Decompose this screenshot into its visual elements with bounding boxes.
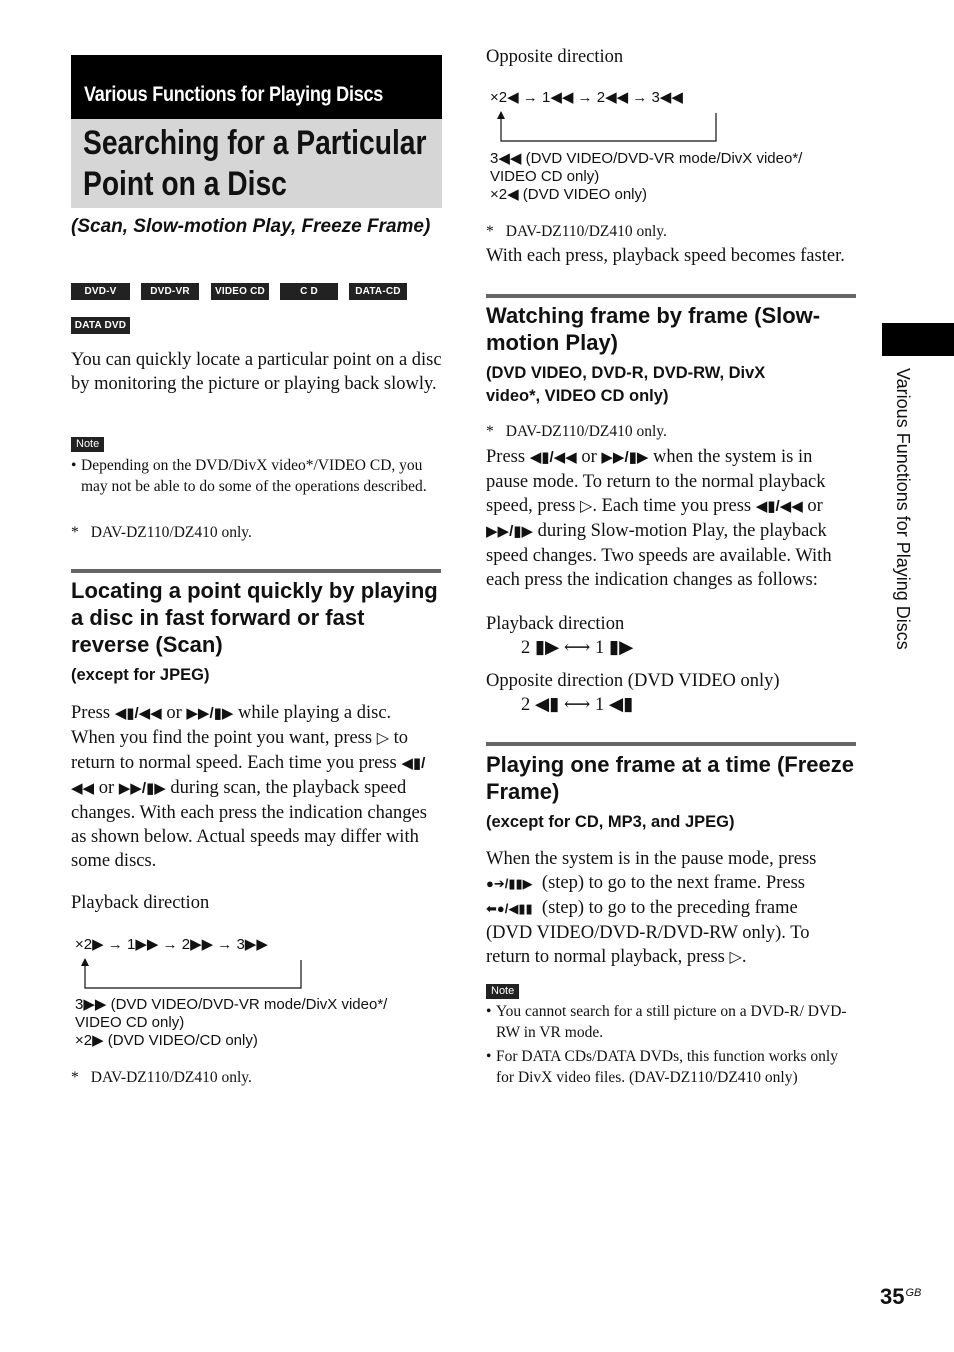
scan-text: Press [71, 703, 111, 723]
slow-text-6: during Slow-motion Play, the playback [537, 521, 827, 541]
play-icon-3: ▷ [729, 949, 742, 966]
play-icon-2: ▷ [580, 498, 593, 515]
opposite-sequence: ×2◀ → 1◀◀ → 2◀◀ → 3◀◀ [490, 89, 683, 106]
footnote-2: * DAV-DZ110/DZ410 only. [71, 1069, 252, 1086]
slow-paragraph [486, 445, 858, 592]
footnote-2-text: DAV-DZ110/DZ410 only. [90, 1069, 252, 1086]
side-tab-label [892, 368, 920, 728]
forward-slow-icon-4: ▶▶/▮▶ [486, 523, 534, 540]
step-forward-icon: ●➔/▮▮▶ [486, 876, 533, 891]
slow-playback-seq: 2 ▮▶ ⟷ 1 ▮▶ [521, 638, 634, 658]
slow-or-2: or [807, 496, 823, 516]
section-title: Various Functions for Playing Discs [84, 83, 384, 106]
freeze-text-1: When the system is in the pause mode, press [486, 849, 817, 869]
scan-paragraph: Press ◀▮/◀◀ or ▶▶/▮▶ while playing a disc. When you find the point you want, press ▷ to return to normal speed. Each time you press ◀▮/ ◀◀ or ▶▶/▮▶ during scan, the playback speed changes. With each press the indication changes as shown below. Actual speeds may differ with some discs. [71, 703, 427, 871]
slow-playback-label: Playback direction [486, 614, 625, 634]
loop-arrow-diagram-2 [494, 109, 720, 145]
badge-dvd-v: DVD-V [71, 283, 130, 300]
slow-text: Press [486, 447, 526, 467]
slow-text-5: . Each time you press [592, 496, 752, 516]
slow-opposite-label: Opposite direction (DVD VIDEO only) [486, 671, 780, 691]
slow-or: or [581, 447, 597, 467]
loop-arrow-diagram [78, 956, 304, 992]
playback-note-2: VIDEO CD only) [75, 1014, 185, 1031]
forward-slow-icon: ▶▶/▮▶ [186, 705, 234, 722]
slow-text-3: pause mode. To return to the normal playback [486, 472, 826, 492]
slow-subheading-2: video*, VIDEO CD only) [486, 387, 669, 405]
badge-video-cd: VIDEO CD [211, 283, 269, 300]
rewind-slow-icon-3: ◀▮/◀◀ [529, 449, 577, 466]
badge-dvd-vr: DVD-VR [141, 283, 199, 300]
note-bullet-3-text: For DATA CDs/DATA DVDs, this function works only for DivX video files. (DAV-DZ110/DZ410 only) [496, 1048, 838, 1086]
page-number-value: 35 [880, 1284, 905, 1309]
slow-text-7: speed changes. Two speeds are available. With [486, 546, 832, 566]
playback-direction-label: Playback direction [71, 893, 210, 913]
note-bullet-2: • You cannot search for a still picture on a DVD-R/ DVD-RW in VR mode. [486, 1001, 851, 1043]
section-rule [71, 569, 441, 573]
note-bullet-text: Depending on the DVD/DivX video*/VIDEO CD, you may not be able to do some of the operations described. [81, 457, 427, 495]
opposite-direction-label: Opposite direction [486, 47, 624, 67]
slow-text-4: speed, press [486, 496, 576, 516]
page-number [880, 1284, 921, 1310]
freeze-heading: Playing one frame at a time (Freeze Frame) [486, 752, 855, 804]
step-back-icon: ⬅●/◀▮▮ [486, 901, 533, 916]
forward-slow-icon-3: ▶▶/▮▶ [601, 449, 649, 466]
freeze-text-5: return to normal playback, press [486, 947, 725, 967]
slow-opposite-seq: 2 ◀▮ ⟷ 1 ◀▮ [521, 695, 634, 715]
scan-subheading: (except for JPEG) [71, 666, 210, 684]
playback-sequence: ×2▶ → 1▶▶ → 2▶▶ → 3▶▶ [75, 936, 268, 953]
scan-text-2: while playing a disc. [238, 703, 392, 723]
footnote-4-text: DAV-DZ110/DZ410 only. [505, 423, 667, 440]
intro-paragraph: You can quickly locate a particular point on a disc by monitoring the picture or playing back slowly. [71, 350, 442, 394]
slow-text-2: when the system is in [653, 447, 813, 467]
slow-subheading-1: (DVD VIDEO, DVD-R, DVD-RW, DivX [486, 364, 766, 382]
opposite-note-1: 3◀◀ (DVD VIDEO/DVD-VR mode/DivX video*/ [490, 150, 803, 167]
playback-note-1: 3▶▶ (DVD VIDEO/DVD-VR mode/DivX video*/ [75, 996, 388, 1013]
footnote-3-text: DAV-DZ110/DZ410 only. [505, 223, 667, 240]
footnote-3: * DAV-DZ110/DZ410 only. [486, 223, 667, 240]
page-subtitle: (Scan, Slow-motion Play, Freeze Frame) [71, 216, 431, 237]
faster-text: With each press, playback speed becomes faster. [486, 246, 845, 266]
freeze-text-3: (step) to go to the preceding frame [541, 898, 798, 918]
freeze-subheading: (except for CD, MP3, and JPEG) [486, 813, 735, 831]
playback-note-3: ×2▶ (DVD VIDEO/CD only) [75, 1032, 258, 1049]
freeze-text-2: (step) to go to the next frame. Press [541, 873, 805, 893]
scan-or: or [166, 703, 182, 723]
page-number-suffix: GB [905, 1287, 922, 1299]
footnote-4: * DAV-DZ110/DZ410 only. [486, 423, 667, 440]
play-icon: ▷ [376, 730, 390, 747]
freeze-paragraph: When the system is in the pause mode, press ●➔/▮▮▶ (step) to go to the next frame. Press ⬅●/◀▮▮ (step) to go to the preceding frame (DVD VIDEO/DVD-R/DVD-RW only). To return to normal playback, press ▷. [486, 847, 858, 970]
section-rule-2 [486, 294, 856, 298]
note-label: Note [71, 437, 104, 452]
scan-heading: Locating a point quickly by playing a disc in fast forward or fast reverse (Scan) [71, 578, 438, 657]
rewind-slow-icon: ◀▮/◀◀ [114, 705, 162, 722]
rewind-slow-icon-2: ◀▮/ [401, 755, 426, 772]
footnote: * DAV-DZ110/DZ410 only. [71, 524, 252, 541]
badge-data-dvd: DATA DVD [71, 317, 130, 334]
section-rule-3 [486, 742, 856, 746]
rewind-icon: ◀◀ [71, 780, 95, 797]
badge-cd: C D [280, 283, 338, 300]
side-tab-text: Various Functions for Playing Discs [893, 368, 913, 650]
footnote-text: DAV-DZ110/DZ410 only. [90, 524, 252, 541]
freeze-text-4: (DVD VIDEO/DVD-R/DVD-RW only). To [486, 923, 810, 943]
page-title-block [71, 119, 442, 208]
slow-text-8: each press the indication changes as follows: [486, 570, 818, 590]
note-bullet-3: • For DATA CDs/DATA DVDs, this function works only for DivX video files. (DAV-DZ110/DZ410 only) [486, 1046, 851, 1088]
opposite-note-3: ×2◀ (DVD VIDEO only) [490, 186, 647, 203]
badge-data-cd: DATA-CD [349, 283, 407, 300]
note-bullet: • Depending on the DVD/DivX video*/VIDEO CD, you may not be able to do some of the operations described. [71, 455, 443, 497]
slow-heading: Watching frame by frame (Slow-motion Play) [486, 303, 821, 355]
note-label-2: Note [486, 984, 519, 999]
section-header-bar [71, 55, 442, 119]
page-title: Searching for a Particular Point on a Disc [83, 124, 427, 203]
side-tab-marker [882, 323, 954, 356]
opposite-note-2: VIDEO CD only) [490, 168, 600, 185]
forward-slow-icon-2: ▶▶/▮▶ [118, 780, 166, 797]
rewind-slow-icon-4: ◀▮/◀◀ [755, 498, 803, 515]
note-bullet-2-text: You cannot search for a still picture on a DVD-R/ DVD-RW in VR mode. [496, 1003, 847, 1041]
